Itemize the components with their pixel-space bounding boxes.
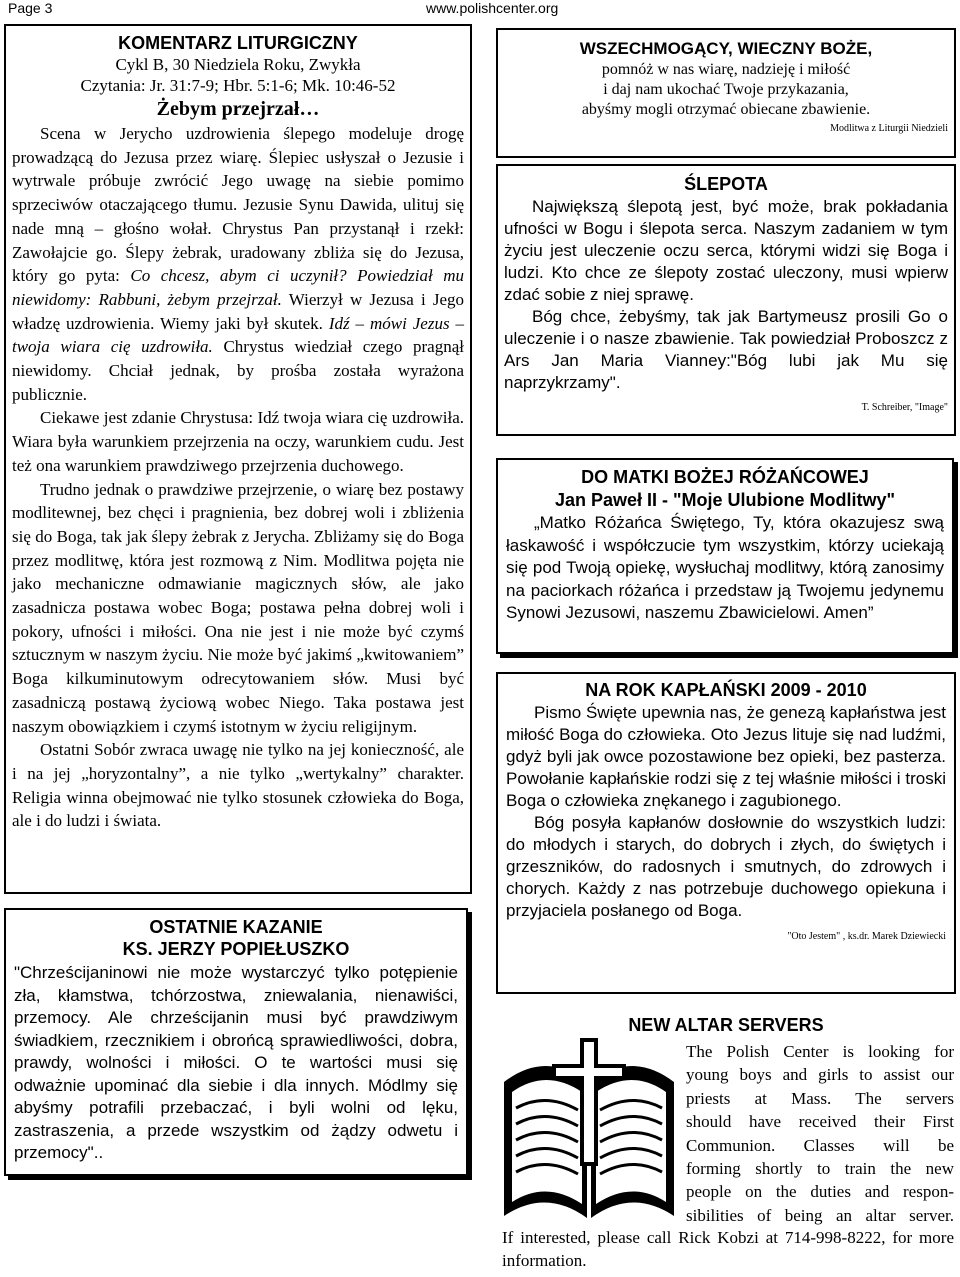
matka-subtitle: Jan Paweł II - "Moje Ulubione Modlitwy"	[554, 490, 896, 510]
altar-section	[496, 1014, 956, 1276]
modlitwa-title: WSZECHMOGĄCY, WIECZNY BOŻE,	[579, 39, 873, 58]
altar-line: Communion. Classes will be	[686, 1135, 954, 1155]
rok-box	[496, 672, 956, 994]
komentarz-paragraph-1: Scena w Jerycho uzdrowienia ślepego modeluje drogę prowadzącą do Jezusa przez wiarę. Ślepiec usłyszał o Jezusie i wytrwale próbuje zwrócić Jego uwagę na siebie pomimo sprzeciwów otaczającego tłumu. Jezusie Synu Dawida, ulituj się nade mną – głośno wołał. Chrystus Pan przystanął i rzekł: Zawołajcie go. Ślepy żebrak, uradowany zbliża się do Jezusa, który go pyta: Co chcesz, abym ci uczynił? Powiedział mu niewidomy: Rabbuni, żebym przejrzał. Wierzył w Jezusa i Jego władzę uzdrowienia. Wiemy jaki był skutek. Idź – mówi Jezus – twoja wiara cię uzdrowiła. Chrystus wiedział czego pragnął niewidomy. Chciał jednak, by prośba została wyrażona publicznie.	[12, 124, 464, 404]
altar-line: forming shortly to train the new	[686, 1159, 954, 1179]
altar-line: should have received their First	[686, 1112, 954, 1132]
modlitwa-line-1: pomnóż w nas wiarę, nadzieję i miłość	[601, 61, 851, 78]
komentarz-subtitle: Żebym przejrzał…	[156, 98, 320, 120]
page-number: Page 3	[8, 0, 53, 16]
altar-contact: If interested, please call Rick Kobzi at 714-998-8222, for more information.	[502, 1228, 954, 1271]
komentarz-paragraph-2: Ciekawe jest zdanie Chrystusa: Idź twoja wiara cię uzdrowiła. Wiara była warunkiem przejrzenia na oczy, warunkiem cudu. Jest też ona warunkiem prawdziwego przejrzenia duchowego.	[12, 408, 464, 475]
kazanie-title: OSTATNIE KAZANIE	[149, 917, 323, 937]
komentarz-title: KOMENTARZ LITURGICZNY	[118, 33, 358, 53]
komentarz-paragraph-3: Trudno jednak o prawdziwe przejrzenie, o wiarę bez postawy modlitewnej, bez chęci i pragnienia, bez dobrej woli i zbliżenia się do Boga, tak jak ślepy żebrak z Jerycha. Zbliżamy się do Boga przez modlitwę, która jest rozmową z Nim. Modlitwa pojęta nie jako mechaniczne odmawianie magicznych słów, ale jako zasadnicza postawa wobec Boga; postawa pełna dobrej woli i pokory, ufności i miłości. Ona nie jest i nie może być czymś sztucznym w naszym życiu. Nie może być jakimś „kwitowaniem” Boga kilkuminutowym odrecytowaniem słów. Musi być zasadniczą postawą życiową wobec Niego. Taka postawa jest naszym obowiązkiem i czymś istotnym w życiu religijnym.	[12, 479, 464, 736]
slepota-paragraph-2: Bóg chce, żebyśmy, tak jak Bartymeusz prosili Go o uleczenie i o nasze zbawienie. Tak powiedział Proboszcz z Ars Jan Maria Vianney:"Bóg lubi jak Mu się naprzykrzamy".	[504, 307, 948, 392]
kazanie-author: KS. JERZY POPIEŁUSZKO	[122, 939, 350, 959]
slepota-source: T. Schreiber, "Image"	[861, 402, 948, 413]
slepota-paragraph-1: Największą ślepotą jest, być może, brak pokładania ufności w Bogu i ślepota serca. Naszym zadaniem w tym życiu jest uleczenie oczu serca, którymi widzi się Boga i ludzi. Kto chce ze ślepoty zostać uleczony, musi wpierw zdać sobie z niej sprawę.	[504, 197, 948, 304]
altar-line: people on the duties and respon-	[686, 1182, 954, 1202]
rok-paragraph-1: Pismo Święte upewnia nas, że genezą kapłaństwa jest miłość Boga do człowieka. Oto Jezus lituje się nad ludźmi, gdyż byli jak owce pozostawione bez opieki, bez pasterza. Powołanie kapłańskie rodzi się z tej właśnie miłości i troski Boga o człowieka znękanego i zagubionego.	[506, 703, 947, 810]
matka-prayer: „Matko Różańca Świętego, Ty, która okazujesz swą łaskawość i współczucie tym wszystkim, którzy uciekają się pod Twoją opiekę, wysłuchaj modlitwy, którą zanosimy na paciorkach różańca i przedstaw ją Twojemu jedynemu Synowi Jezusowi, naszemu Zbawicielowi. Amen”	[506, 513, 944, 622]
site-url: www.polishcenter.org	[426, 0, 559, 16]
modlitwa-line-3: abyśmy mogli otrzymać obiecane zbawienie.	[581, 101, 871, 118]
slepota-box	[496, 164, 956, 436]
komentarz-readings: Czytania: Jr. 31:7-9; Hbr. 5:1-6; Mk. 10:46-52	[80, 76, 396, 95]
altar-title: NEW ALTAR SERVERS	[628, 1015, 824, 1035]
rok-title: NA ROK KAPŁAŃSKI 2009 - 2010	[585, 680, 867, 700]
matka-title: DO MATKI BOŻEJ RÓŻAŃCOWEJ	[581, 467, 869, 487]
bible-cross-icon	[500, 1038, 678, 1222]
altar-line: priests at Mass. The servers	[686, 1088, 954, 1108]
altar-description	[686, 1040, 954, 1227]
altar-line: young boys and girls to assist our	[686, 1065, 954, 1085]
modlitwa-line-2: i daj nam ukochać Twoje przykazania,	[603, 81, 849, 98]
komentarz-cycle: Cykl B, 30 Niedziela Roku, Zwykła	[115, 55, 361, 74]
altar-line: The Polish Center is looking for	[686, 1042, 954, 1061]
rok-paragraph-2: Bóg posyła kapłanów dosłownie do wszystkich ludzi: do młodych i starych, do dobrych i złych, do świętych i grzeszników, do radosnych i smutnych, do zdrowych i chorych. Każdy z nas potrzebuje duchowego opiekuna i przyjaciela posłanego od Boga.	[506, 813, 946, 920]
komentarz-box	[4, 24, 472, 894]
modlitwa-box	[496, 28, 956, 158]
slepota-title: ŚLEPOTA	[684, 174, 768, 194]
komentarz-paragraph-4: Ostatni Sobór zwraca uwagę nie tylko na jej konieczność, ale i na jej „horyzontalny”, a nie tylko „wertykalny” charakter. Religia winna obejmować nie tylko stosunek człowieka do Boga, ale i do ludzi i świata.	[12, 740, 464, 831]
rok-source: "Oto Jestem" , ks.dr. Marek Dziewiecki	[787, 931, 946, 942]
kazanie-text: "Chrześcijaninowi nie może wystarczyć tylko potępienie zła, kłamstwa, tchórzostwa, zniewalania, nienawiści, przemocy. Ale chrześcijanin musi być prawdziwym świadkiem, rzecznikiem i obrońcą sprawiedliwości, dobra, prawdy, wolności i miłości. O te wartości musi się odważnie upominać dla siebie i dla innych. Módlmy się abyśmy potrafili przebaczać, i byli wolni od lęku, zastraszenia, a przede wszystkim od żądzy odwetu i przemocy"..	[14, 963, 458, 1162]
altar-line: sibilities of being an altar server.	[686, 1205, 954, 1225]
kazanie-box	[4, 908, 468, 1176]
modlitwa-source: Modlitwa z Liturgii Niedzieli	[830, 123, 948, 134]
matka-box	[496, 458, 954, 654]
